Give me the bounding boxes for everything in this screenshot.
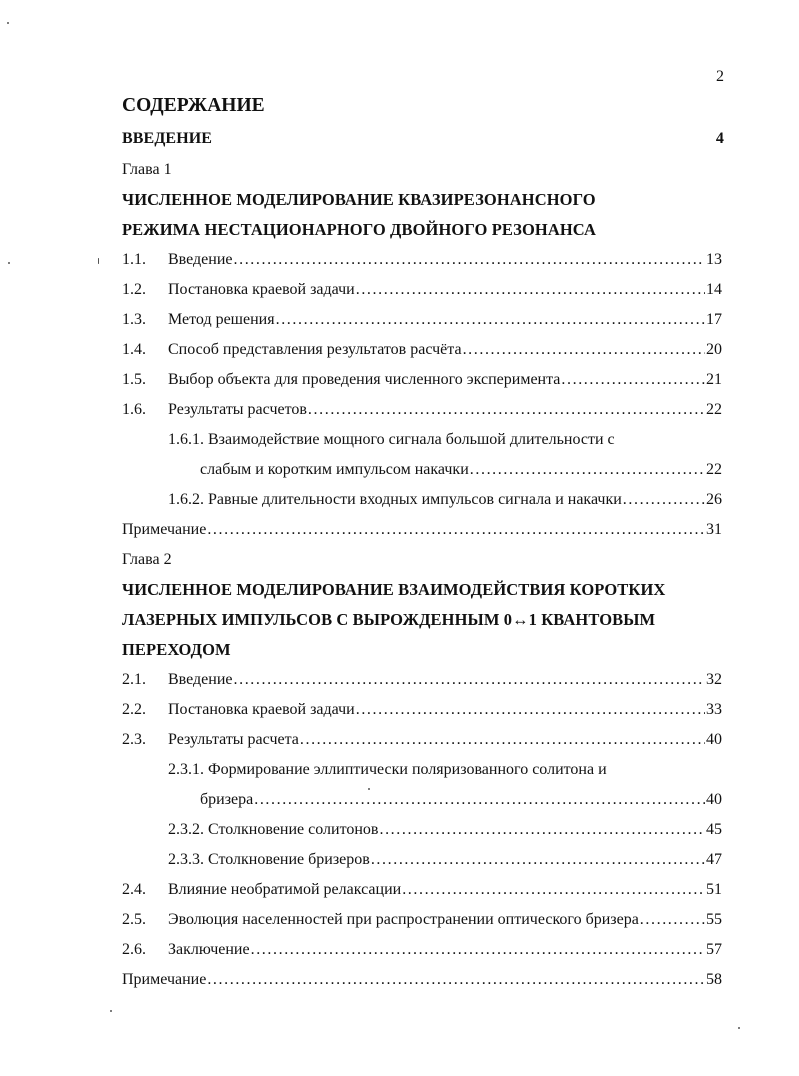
toc-entry-page: 58 xyxy=(706,971,722,988)
chapter1-title-line2: РЕЖИМА НЕСТАЦИОНАРНОГО ДВОЙНОГО РЕЗОНАНСА xyxy=(122,220,597,239)
toc-entry xyxy=(122,701,722,719)
toc-entry-text: Результаты расчетов xyxy=(168,401,307,418)
dot-leader xyxy=(463,341,705,359)
toc-entry-page: 31 xyxy=(706,521,722,538)
dot-leader xyxy=(300,731,705,749)
toc-entry-page: 22 xyxy=(706,401,722,418)
chapter2-title-line2: ЛАЗЕРНЫХ ИМПУЛЬСОВ С ВЫРОЖДЕННЫМ 0↔1 КВАНТОВЫМ xyxy=(122,610,656,629)
toc-entry-text: 2.3.2. Столкновение солитонов xyxy=(168,821,379,838)
toc-entry-text: Введение xyxy=(168,671,233,688)
toc-entry-text: Заключение xyxy=(168,941,250,958)
toc-entry-number: 2.6. xyxy=(122,941,146,958)
toc-entry-text: Примечание xyxy=(122,971,207,988)
chapter2-label: Глава 2 xyxy=(122,551,172,568)
toc-entry-page: 32 xyxy=(706,671,722,688)
toc-entry xyxy=(122,941,722,959)
dot-leader xyxy=(356,701,705,719)
scan-speck xyxy=(98,258,99,264)
toc-entry xyxy=(122,281,722,299)
toc-entry-number: 2.2. xyxy=(122,701,146,718)
toc-entry-text: 2.3.3. Столкновение бризеров xyxy=(168,851,370,868)
toc-entry-text: Постановка краевой задачи xyxy=(168,281,355,298)
toc-entry xyxy=(122,911,722,929)
toc-subentry-line: 1.6.1. Взаимодействие мощного сигнала большой длительности с xyxy=(168,431,615,448)
toc-entry-page: 47 xyxy=(706,851,722,868)
toc-entry-text: Выбор объекта для проведения численного эксперимента xyxy=(168,371,561,388)
dot-leader xyxy=(402,881,705,899)
toc-note xyxy=(122,521,722,539)
toc-entry-page: 45 xyxy=(706,821,722,838)
toc-entry-number: 1.2. xyxy=(122,281,146,298)
toc-entry xyxy=(122,341,722,359)
toc-subentry-line: 2.3.1. Формирование эллиптически поляризованного солитона и xyxy=(168,761,607,778)
toc-subentry xyxy=(200,461,722,479)
dot-leader xyxy=(308,401,705,419)
toc-subentry xyxy=(200,791,722,809)
dot-leader xyxy=(254,791,705,809)
dot-leader xyxy=(470,461,705,479)
chapter2-title-line1: ЧИСЛЕННОЕ МОДЕЛИРОВАНИЕ ВЗАИМОДЕЙСТВИЯ КОРОТКИХ xyxy=(122,580,666,599)
toc-entry-number: 1.6. xyxy=(122,401,146,418)
dot-leader xyxy=(276,311,705,329)
toc-entry-text: 1.6.2. Равные длительности входных импульсов сигнала и накачки xyxy=(168,491,622,508)
toc-entry-page: 26 xyxy=(706,491,722,508)
scan-speck xyxy=(8,262,10,264)
toc-entry-page: 21 xyxy=(706,371,722,388)
toc-entry-text: Влияние необратимой релаксации xyxy=(168,881,402,898)
dot-leader xyxy=(371,851,705,869)
dot-leader xyxy=(640,911,705,929)
toc-entry-number: 1.5. xyxy=(122,371,146,388)
toc-title: СОДЕРЖАНИЕ xyxy=(122,95,265,116)
dot-leader xyxy=(623,491,705,509)
toc-entry xyxy=(122,401,722,419)
toc-entry-number: 2.5. xyxy=(122,911,146,928)
toc-entry-text: слабым и коротким импульсом накачки xyxy=(200,461,469,478)
toc-entry xyxy=(122,371,722,389)
scan-speck xyxy=(7,22,9,24)
chapter1-title-line1: ЧИСЛЕННОЕ МОДЕЛИРОВАНИЕ КВАЗИРЕЗОНАНСНОГО xyxy=(122,190,596,209)
toc-entry-page: 14 xyxy=(706,281,722,298)
toc-entry-text: Введение xyxy=(168,251,233,268)
toc-subentry xyxy=(168,851,722,869)
toc-intro-page: 4 xyxy=(715,130,724,147)
toc-entry-page: 57 xyxy=(706,941,722,958)
dot-leader xyxy=(234,671,706,689)
chapter2-title-line3: ПЕРЕХОДОМ xyxy=(122,640,231,659)
toc-intro xyxy=(122,130,724,148)
toc-entry-text: Примечание xyxy=(122,521,207,538)
toc-entry-page: 17 xyxy=(706,311,722,328)
toc-entry-text: Результаты расчета xyxy=(168,731,299,748)
toc-entry-text: Метод решения xyxy=(168,311,275,328)
toc-subentry xyxy=(168,821,722,839)
toc-entry-page: 13 xyxy=(706,251,722,268)
dot-leader xyxy=(251,941,705,959)
chapter1-label: Глава 1 xyxy=(122,161,172,178)
toc-entry-page: 55 xyxy=(706,911,722,928)
toc-entry-text: Эволюция населенностей при распространении оптического бризера xyxy=(168,911,639,928)
toc-entry-text: Способ представления результатов расчёта xyxy=(168,341,462,358)
toc-entry-page: 20 xyxy=(706,341,722,358)
dot-leader xyxy=(379,821,705,839)
toc-entry-number: 1.3. xyxy=(122,311,146,328)
toc-entry xyxy=(122,731,722,749)
toc-entry-number: 2.3. xyxy=(122,731,146,748)
scan-speck xyxy=(368,788,370,790)
dot-leader xyxy=(207,521,705,539)
toc-intro-label: ВВЕДЕНИЕ xyxy=(122,130,213,147)
toc-entry-number: 2.4. xyxy=(122,881,146,898)
page-number: 2 xyxy=(716,68,724,85)
dot-leader xyxy=(207,971,705,989)
dot-leader xyxy=(356,281,705,299)
toc-entry-number: 2.1. xyxy=(122,671,146,688)
toc-entry xyxy=(122,251,722,269)
toc-entry-page: 40 xyxy=(706,791,722,808)
toc-entry xyxy=(122,311,722,329)
toc-entry-text: бризера xyxy=(200,791,254,808)
toc-entry-number: 1.1. xyxy=(122,251,146,268)
toc-entry-page: 33 xyxy=(706,701,722,718)
toc-entry-page: 22 xyxy=(706,461,722,478)
dot-leader xyxy=(561,371,705,389)
toc-entry-text: Постановка краевой задачи xyxy=(168,701,355,718)
scan-speck xyxy=(110,1010,112,1012)
toc-note xyxy=(122,971,722,989)
toc-entry-page: 51 xyxy=(706,881,722,898)
scan-speck xyxy=(738,1027,740,1029)
toc-entry-page: 40 xyxy=(706,731,722,748)
toc-entry xyxy=(122,881,722,899)
toc-entry xyxy=(122,671,722,689)
dot-leader xyxy=(234,251,706,269)
toc-subentry xyxy=(168,491,722,509)
toc-entry-number: 1.4. xyxy=(122,341,146,358)
